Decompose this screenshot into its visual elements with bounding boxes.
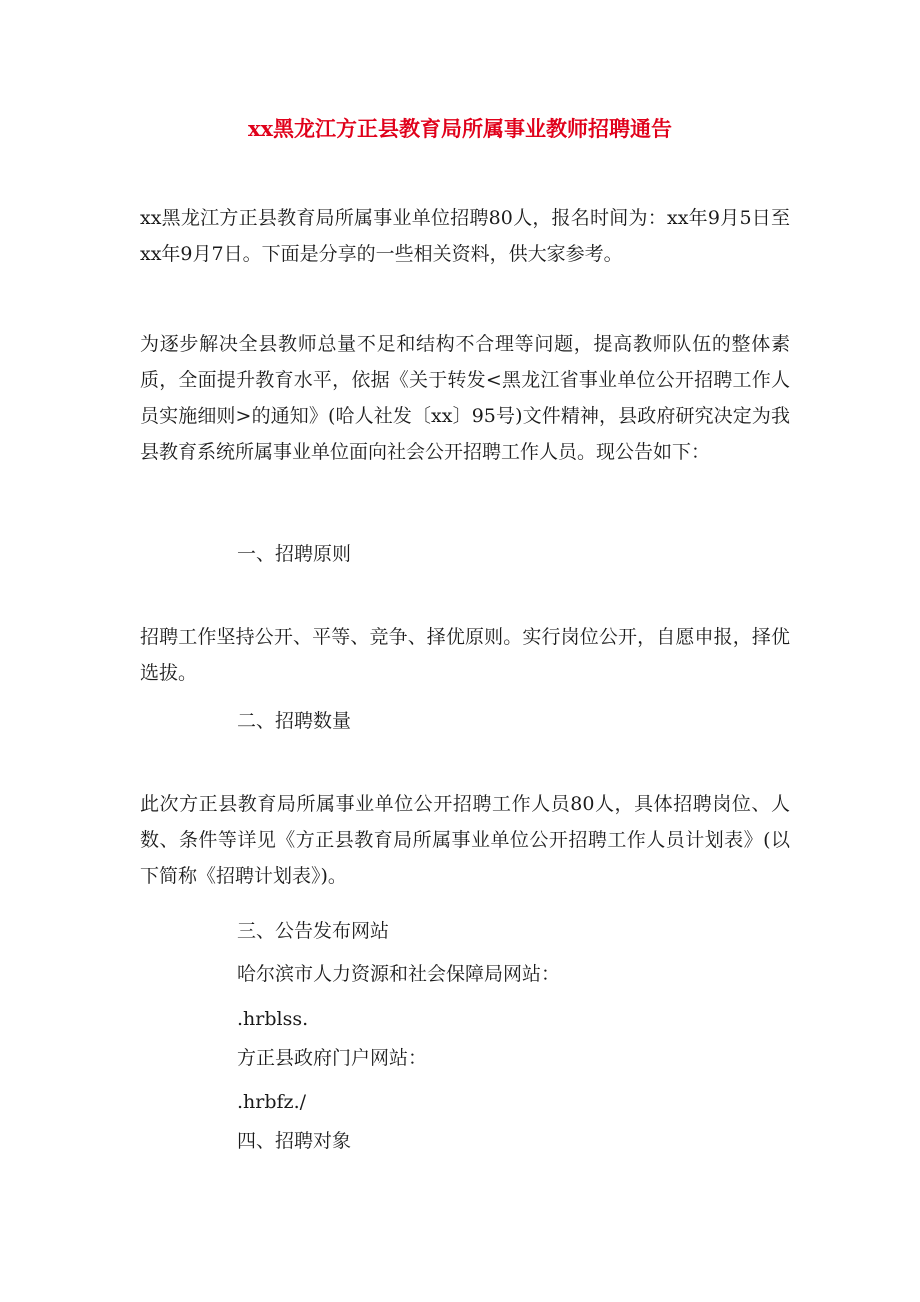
section1-body: 招聘工作坚持公开、平等、竞争、择优原则。实行岗位公开，自愿申报，择优选拔。 [140, 626, 790, 684]
section2-heading: 二、招聘数量 [237, 710, 352, 732]
document-title: xx黑龙江方正县教育局所属事业教师招聘通告 [247, 116, 673, 141]
preamble-paragraph: 为逐步解决全县教师总量不足和结构不合理等问题，提高教师队伍的整体素质，全面提升教育水平，依据《关于转发<黑龙江省事业单位公开招聘工作人员实施细则>的通知》(哈人社发〔xx〕95号)文件精神，县政府研究决定为我县教育系统所属事业单位面向社会公开招聘工作人员。现公告如下： [140, 333, 790, 463]
section1-heading: 一、招聘原则 [237, 543, 352, 565]
site1-url[interactable]: .hrblss. [237, 1008, 309, 1030]
intro-paragraph: xx黑龙江方正县教育局所属事业单位招聘80人，报名时间为：xx年9月5日至xx年9月7日。下面是分享的一些相关资料，供大家参考。 [140, 207, 790, 265]
section4-heading: 四、招聘对象 [237, 1130, 352, 1152]
site1-label: 哈尔滨市人力资源和社会保障局网站： [237, 963, 561, 985]
site2-url[interactable]: .hrbfz./ [237, 1091, 307, 1113]
site2-label: 方正县政府门户网站： [237, 1047, 428, 1069]
section3-heading: 三、公告发布网站 [237, 920, 390, 942]
section2-body: 此次方正县教育局所属事业单位公开招聘工作人员80人，具体招聘岗位、人数、条件等详见《方正县教育局所属事业单位公开招聘工作人员计划表》(以下简称《招聘计划表》)。 [140, 793, 790, 887]
